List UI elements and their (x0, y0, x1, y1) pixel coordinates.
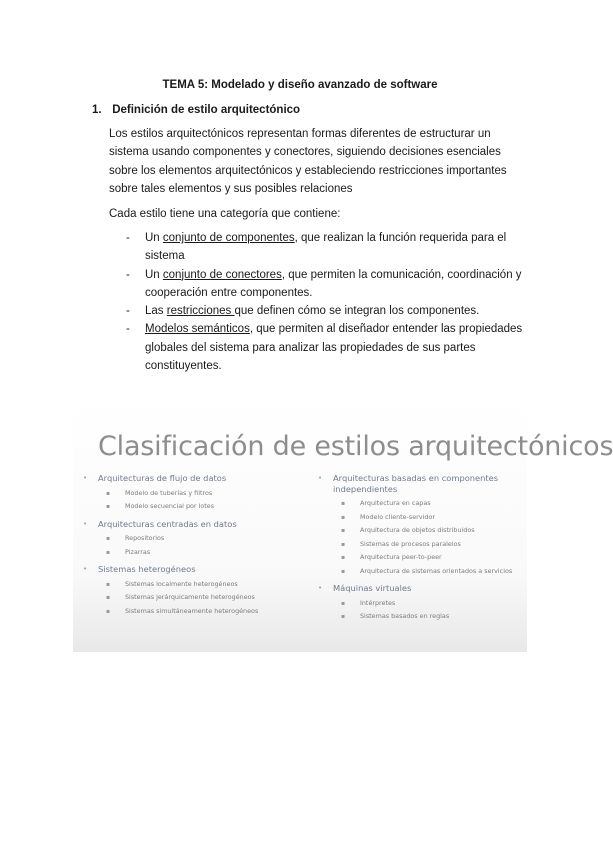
classification-slide-image (73, 399, 613, 652)
section-1-heading (92, 104, 300, 116)
category-list (109, 229, 529, 375)
category-heading (80, 473, 302, 484)
category-label: Sistemas heterogéneos (98, 564, 196, 574)
list-item (315, 565, 525, 579)
bullet-text: , que realizan la función requerida para el sistema (145, 232, 507, 263)
list-item (80, 487, 302, 501)
category-label: Arquitecturas basadas en componentes independientes (333, 473, 499, 494)
definition-paragraph: Los estilos arquitectónicos representan formas diferentes de estructurar un sistema usando componentes y conectores, siguiendo decisiones esenciales sobre los elementos arquitectónicos y estableciendo restricciones importantes sobre tales elementos y sus posibles relaciones (109, 128, 507, 195)
list-item (80, 605, 302, 619)
subcategory-list (80, 578, 302, 619)
section-1-number: 1. (92, 104, 102, 116)
list-item (80, 500, 302, 514)
item-label: Modelo cliente-servidor (360, 512, 435, 521)
list-item (80, 578, 302, 592)
bullet-term: Modelos semánticos (145, 323, 250, 336)
bullet-term: conjunto de componentes (162, 232, 295, 244)
category-heading (315, 583, 525, 594)
bullet-term: restricciones (166, 305, 235, 318)
bullet-term: conjunto de conectores (162, 268, 282, 281)
slide-right-column (315, 473, 525, 629)
list-item (109, 320, 529, 375)
item-label: Modelo secuencial por lotes (125, 502, 215, 510)
list-item (80, 591, 302, 605)
item-label: Repositorios (125, 534, 165, 542)
item-label: Arquitectura en capas (360, 499, 431, 507)
list-item (315, 610, 525, 624)
list-item (315, 497, 525, 511)
list-item (315, 524, 525, 538)
category-heading (80, 519, 302, 530)
item-label: Intérpretes (360, 598, 396, 607)
category-heading (315, 473, 525, 494)
document-title: TEMA 5: Modelado y diseño avanzado de software (162, 79, 438, 91)
dash-bullet: - (126, 268, 130, 281)
item-label: Sistemas simultáneamente heterogéneos (125, 606, 259, 615)
bullet-icon: ▪ (106, 548, 111, 556)
bullet-icon: ▪ (341, 613, 346, 620)
item-label: Arquitectura peer-to-peer (360, 553, 442, 561)
bullet-text: , que permiten al diseñador entender las propiedades globales del sistema para analizar las propiedades de sus partes constituyentes. (145, 323, 523, 373)
bullet-prefix: Un (145, 268, 163, 281)
dash-bullet: - (126, 232, 130, 244)
bullet-icon: ▪ (341, 567, 346, 575)
bullet-text: , que permiten la comunicación, coordinación y cooperación entre componentes. (145, 268, 522, 299)
bullet-icon: ▪ (106, 580, 111, 588)
bullet-icon: ▪ (106, 503, 111, 510)
bullet-icon: ▪ (341, 599, 346, 607)
subcategory-list (80, 487, 302, 514)
list-item (109, 266, 529, 303)
item-label: Sistemas jerárquicamente heterogéneos (125, 593, 255, 601)
list-item (80, 546, 302, 560)
item-label: Sistemas localmente heterogéneos (125, 579, 238, 588)
list-item (315, 511, 525, 525)
list-item (109, 229, 529, 266)
bullet-icon: ▪ (341, 540, 346, 548)
bullet-prefix: Un (145, 232, 163, 244)
bullet-icon: ▪ (106, 594, 111, 601)
bullet-prefix: Las (145, 305, 167, 318)
list-item (315, 551, 525, 565)
subcategory-list (80, 532, 302, 559)
bullet-text: que definen cómo se integran los componentes. (234, 305, 480, 318)
list-item (109, 302, 529, 320)
bullet-icon: ▪ (341, 513, 346, 521)
bullet-icon: • (318, 474, 323, 482)
item-label: Sistemas basados en reglas (360, 612, 450, 620)
list-item (315, 597, 525, 611)
category-heading (80, 564, 302, 575)
slide-left-column (80, 473, 302, 623)
item-label: Arquitectura de sistemas orientados a servicios (360, 566, 513, 575)
category-label: Máquinas virtuales (333, 583, 412, 593)
item-label: Pizarras (125, 547, 151, 556)
slide-title: Clasificación de estilos arquitectónicos (98, 431, 613, 462)
item-label: Arquitectura de objetos distribuidos (360, 526, 475, 534)
category-intro: Cada estilo tiene una categoría que contiene: (109, 208, 341, 220)
item-label: Modelo de tuberías y filtros (125, 488, 213, 497)
bullet-icon: • (83, 474, 88, 482)
list-item (80, 532, 302, 546)
section-1-title: Definición de estilo arquitectónico (112, 104, 301, 116)
bullet-icon: ▪ (106, 535, 111, 542)
bullet-icon: ▪ (341, 500, 346, 507)
category-label: Arquitecturas de flujo de datos (98, 473, 227, 483)
bullet-icon: ▪ (106, 489, 111, 497)
dash-bullet: - (126, 305, 130, 318)
bullet-icon: ▪ (106, 607, 111, 615)
bullet-icon: ▪ (341, 527, 346, 534)
item-label: Sistemas de procesos paralelos (360, 539, 461, 548)
category-label: Arquitecturas centradas en datos (98, 518, 237, 529)
dash-bullet: - (126, 323, 130, 336)
bullet-icon: • (318, 584, 323, 592)
bullet-icon: • (83, 519, 88, 528)
subcategory-list (315, 497, 525, 578)
list-item (315, 538, 525, 552)
bullet-icon: • (83, 565, 88, 573)
bullet-icon: ▪ (341, 554, 346, 561)
subcategory-list (315, 597, 525, 624)
